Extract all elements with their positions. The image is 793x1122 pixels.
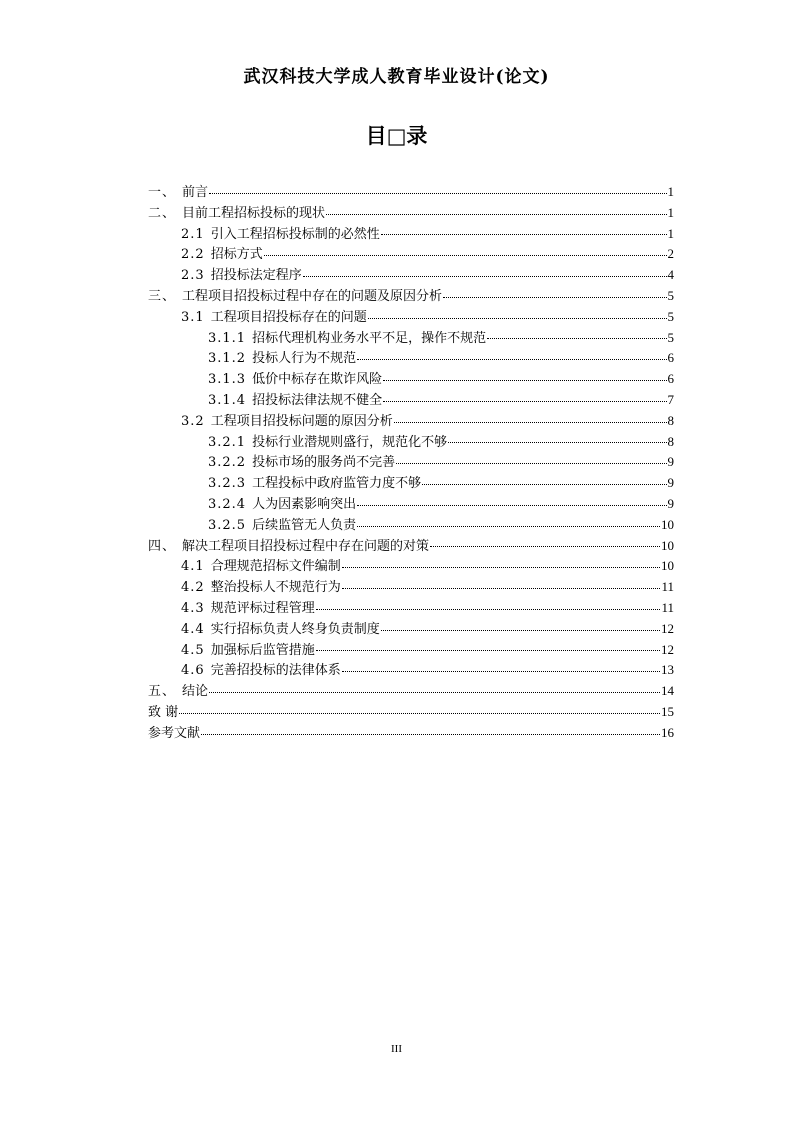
toc-dot-leader — [430, 545, 660, 547]
toc-entry-text: 投标人行为不规范 — [252, 351, 357, 367]
toc-entry-text: 后续监管无人负责 — [252, 517, 357, 533]
toc-dot-leader — [342, 670, 660, 672]
toc-dot-leader — [342, 587, 661, 589]
toc-entry-number: 2.1 — [181, 226, 205, 242]
toc-entry-page: 10 — [661, 558, 674, 574]
toc-entry-label — [181, 557, 341, 578]
toc-entry-text: 人为因素影响突出 — [252, 496, 357, 512]
toc-entry-label — [181, 225, 380, 246]
toc-entry-number: 三、 — [148, 288, 177, 304]
toc-entry-label — [208, 495, 356, 516]
toc-dot-leader — [487, 337, 666, 339]
toc-entry-page: 8 — [667, 412, 674, 428]
toc-entry-number: 4.2 — [181, 580, 205, 596]
toc-entry-text: 工程投标中政府监管力度不够 — [252, 476, 422, 492]
toc-entry-label — [181, 599, 315, 620]
toc-entry-text: 前言 — [182, 185, 209, 200]
toc-entry-number: 五、 — [148, 684, 177, 700]
toc-entry-number: 4.5 — [181, 642, 205, 658]
toc-entry-page: 10 — [661, 537, 674, 553]
toc-title: 目□录 — [365, 123, 428, 148]
toc-entry-page: 9 — [667, 475, 674, 491]
toc-entry-text: 实行招标负责人终身负责制度 — [210, 621, 380, 637]
toc-entry[interactable] — [148, 640, 674, 661]
toc-entry-label — [208, 474, 421, 495]
toc-entry[interactable] — [148, 723, 674, 744]
toc-entry-label — [208, 391, 382, 412]
toc-entry-number: 3.1.3 — [208, 372, 247, 388]
toc-dot-leader — [316, 649, 660, 651]
toc-entry-label — [181, 620, 380, 641]
toc-entry-text: 工程项目招投标过程中存在的问题及原因分析 — [182, 288, 443, 304]
toc-entry-label — [148, 703, 178, 724]
toc-dot-leader — [209, 691, 660, 693]
toc-entry-label — [148, 682, 208, 703]
toc-entry-number: 2.2 — [181, 247, 205, 263]
toc-entry-label — [148, 204, 325, 225]
toc-entry[interactable] — [148, 286, 674, 307]
toc-entry-page: 16 — [661, 724, 674, 740]
toc-entry-page: 2 — [667, 246, 674, 262]
toc-entry-page: 12 — [661, 620, 674, 636]
toc-entry[interactable] — [148, 390, 674, 411]
toc-entry-page: 9 — [667, 495, 674, 511]
toc-entry[interactable] — [148, 660, 674, 681]
toc-entry-text: 投标行业潜规则盛行，规范化不够 — [252, 434, 448, 450]
toc-entry-label — [148, 724, 200, 745]
toc-dot-leader — [396, 462, 666, 464]
toc-entry-text: 招标方式 — [210, 247, 263, 263]
toc-entry-number: 4.1 — [181, 559, 205, 575]
toc-entry[interactable] — [148, 244, 674, 265]
toc-dot-leader — [357, 504, 666, 506]
toc-entry-label — [208, 329, 486, 350]
toc-entry-number: 3.1.4 — [208, 392, 247, 408]
toc-entry[interactable] — [148, 702, 674, 723]
toc-entry-number: 4.6 — [181, 663, 205, 679]
toc-entry-number: 4.4 — [181, 621, 205, 637]
toc-entry-number: 2.3 — [181, 268, 205, 284]
toc-entry-text: 结论 — [182, 684, 209, 700]
toc-dot-leader — [383, 400, 666, 402]
toc-entry-text: 低价中标存在欺诈风险 — [252, 372, 383, 388]
toc-entry-text: 参考文献 — [148, 725, 201, 741]
toc-entry-page: 6 — [667, 371, 674, 387]
toc-entry-page: 5 — [667, 287, 674, 303]
toc-dot-leader — [209, 192, 666, 194]
toc-entry[interactable] — [148, 556, 674, 577]
toc-entry[interactable] — [148, 473, 674, 494]
toc-entry-label — [181, 308, 367, 329]
toc-entry[interactable] — [148, 577, 674, 598]
toc-entry-label — [181, 266, 302, 287]
toc-dot-leader — [381, 629, 660, 631]
toc-dot-leader — [303, 275, 667, 277]
toc-entry-page: 1 — [667, 184, 674, 199]
toc-dot-leader — [264, 254, 667, 256]
toc-entry-text: 加强标后监管措施 — [210, 642, 315, 658]
toc-entry[interactable] — [148, 411, 674, 432]
toc-entry-number: 3.1.1 — [208, 330, 247, 346]
toc-dot-leader — [201, 733, 660, 735]
toc-entry-number: 3.1 — [181, 309, 205, 325]
toc-entry-number: 3.2.3 — [208, 476, 247, 492]
toc-entry-page: 1 — [667, 225, 674, 241]
toc-entry-label — [208, 370, 382, 391]
toc-entry-number: 四、 — [148, 538, 177, 554]
toc-entry-page: 11 — [661, 599, 674, 615]
toc-entry-number: 3.2.5 — [208, 517, 247, 533]
toc-entry-page: 4 — [667, 267, 674, 283]
toc-entry-text: 目前工程招标投标的现状 — [182, 205, 326, 221]
toc-entry-number: 4.3 — [181, 600, 205, 616]
toc-dot-leader — [326, 213, 666, 215]
toc-entry-text: 完善招投标的法律体系 — [210, 663, 341, 679]
toc-entry-page: 9 — [667, 454, 674, 470]
toc-entry-text: 解决工程项目招投标过程中存在问题的对策 — [182, 538, 430, 554]
toc-entry[interactable] — [148, 494, 674, 515]
toc-dot-leader — [342, 566, 660, 568]
toc-entry-number: 3.2 — [181, 413, 205, 429]
toc-entry[interactable] — [148, 432, 674, 453]
toc-entry[interactable] — [148, 328, 674, 349]
toc-entry[interactable] — [148, 224, 674, 245]
toc-entry[interactable] — [148, 203, 674, 224]
document-header-title: 武汉科技大学成人教育毕业设计(论文) — [243, 67, 550, 87]
toc-entry-label — [208, 516, 356, 537]
toc-entry-number: 3.2.1 — [208, 434, 247, 450]
toc-entry-page: 5 — [667, 329, 674, 345]
toc-entry-text: 招标代理机构业务水平不足，操作不规范 — [252, 330, 487, 346]
toc-entry-number: 3.2.2 — [208, 455, 247, 471]
toc-entry-label — [181, 245, 263, 266]
toc-entry-label — [181, 412, 393, 433]
toc-entry-label — [181, 641, 315, 662]
toc-dot-leader — [357, 358, 666, 360]
toc-entry[interactable] — [148, 619, 674, 640]
toc-dot-leader — [422, 483, 666, 485]
toc-entry-number: 二、 — [148, 205, 177, 221]
toc-entry-text: 工程项目招投标问题的原因分析 — [210, 413, 393, 429]
toc-entry[interactable] — [148, 182, 674, 203]
toc-dot-leader — [383, 379, 666, 381]
toc-entry-label — [148, 537, 429, 558]
toc-dot-leader — [394, 421, 667, 423]
toc-entry-page: 15 — [661, 703, 674, 719]
toc-entry-text: 引入工程招标投标制的必然性 — [210, 226, 380, 242]
toc-entry[interactable] — [148, 536, 674, 557]
toc-entry-page: 7 — [667, 391, 674, 407]
toc-entry-text: 致 谢 — [148, 704, 179, 720]
toc-entry-label — [208, 349, 356, 370]
toc-entry-label — [148, 183, 208, 204]
toc-entry-text: 工程项目招投标存在的问题 — [210, 309, 367, 325]
toc-entry-page: 10 — [661, 516, 674, 532]
toc-entry-page: 14 — [661, 683, 674, 699]
toc-entry-page: 13 — [661, 662, 674, 678]
toc-entry[interactable] — [148, 452, 674, 473]
toc-entry-text: 投标市场的服务尚不完善 — [252, 455, 396, 471]
toc-entry-label — [148, 287, 442, 308]
toc-dot-leader — [368, 317, 667, 319]
toc-dot-leader — [357, 525, 660, 527]
toc-entry-text: 整治投标人不规范行为 — [210, 580, 341, 596]
toc-entry-label — [181, 578, 341, 599]
toc-dot-leader — [381, 233, 667, 235]
page-number: III — [391, 1043, 402, 1055]
toc-entry-label — [208, 453, 395, 474]
table-of-contents — [148, 182, 674, 744]
toc-entry-page: 12 — [661, 641, 674, 657]
toc-entry[interactable] — [148, 307, 674, 328]
toc-entry[interactable] — [148, 348, 674, 369]
toc-entry-page: 5 — [667, 308, 674, 324]
toc-entry-text: 招投标法定程序 — [210, 268, 302, 284]
toc-entry-label — [208, 433, 447, 454]
toc-entry-page: 6 — [667, 350, 674, 366]
toc-dot-leader — [448, 441, 666, 443]
toc-dot-leader — [316, 608, 661, 610]
toc-entry[interactable] — [148, 265, 674, 286]
toc-entry-text: 招投标法律法规不健全 — [252, 392, 383, 408]
toc-entry-page: 1 — [667, 204, 674, 220]
toc-entry-number: 3.2.4 — [208, 496, 247, 512]
toc-entry-page: 11 — [661, 579, 674, 595]
toc-entry[interactable] — [148, 369, 674, 390]
toc-entry[interactable] — [148, 515, 674, 536]
toc-entry-number: 3.1.2 — [208, 351, 247, 367]
toc-entry[interactable] — [148, 681, 674, 702]
toc-entry-text: 规范评标过程管理 — [210, 600, 315, 616]
toc-entry-text: 合理规范招标文件编制 — [210, 559, 341, 575]
toc-entry-number: 一、 — [148, 185, 177, 200]
toc-dot-leader — [443, 296, 666, 298]
toc-dot-leader — [179, 712, 660, 714]
toc-entry-label — [181, 661, 341, 682]
toc-entry[interactable] — [148, 598, 674, 619]
toc-entry-page: 8 — [667, 433, 674, 449]
